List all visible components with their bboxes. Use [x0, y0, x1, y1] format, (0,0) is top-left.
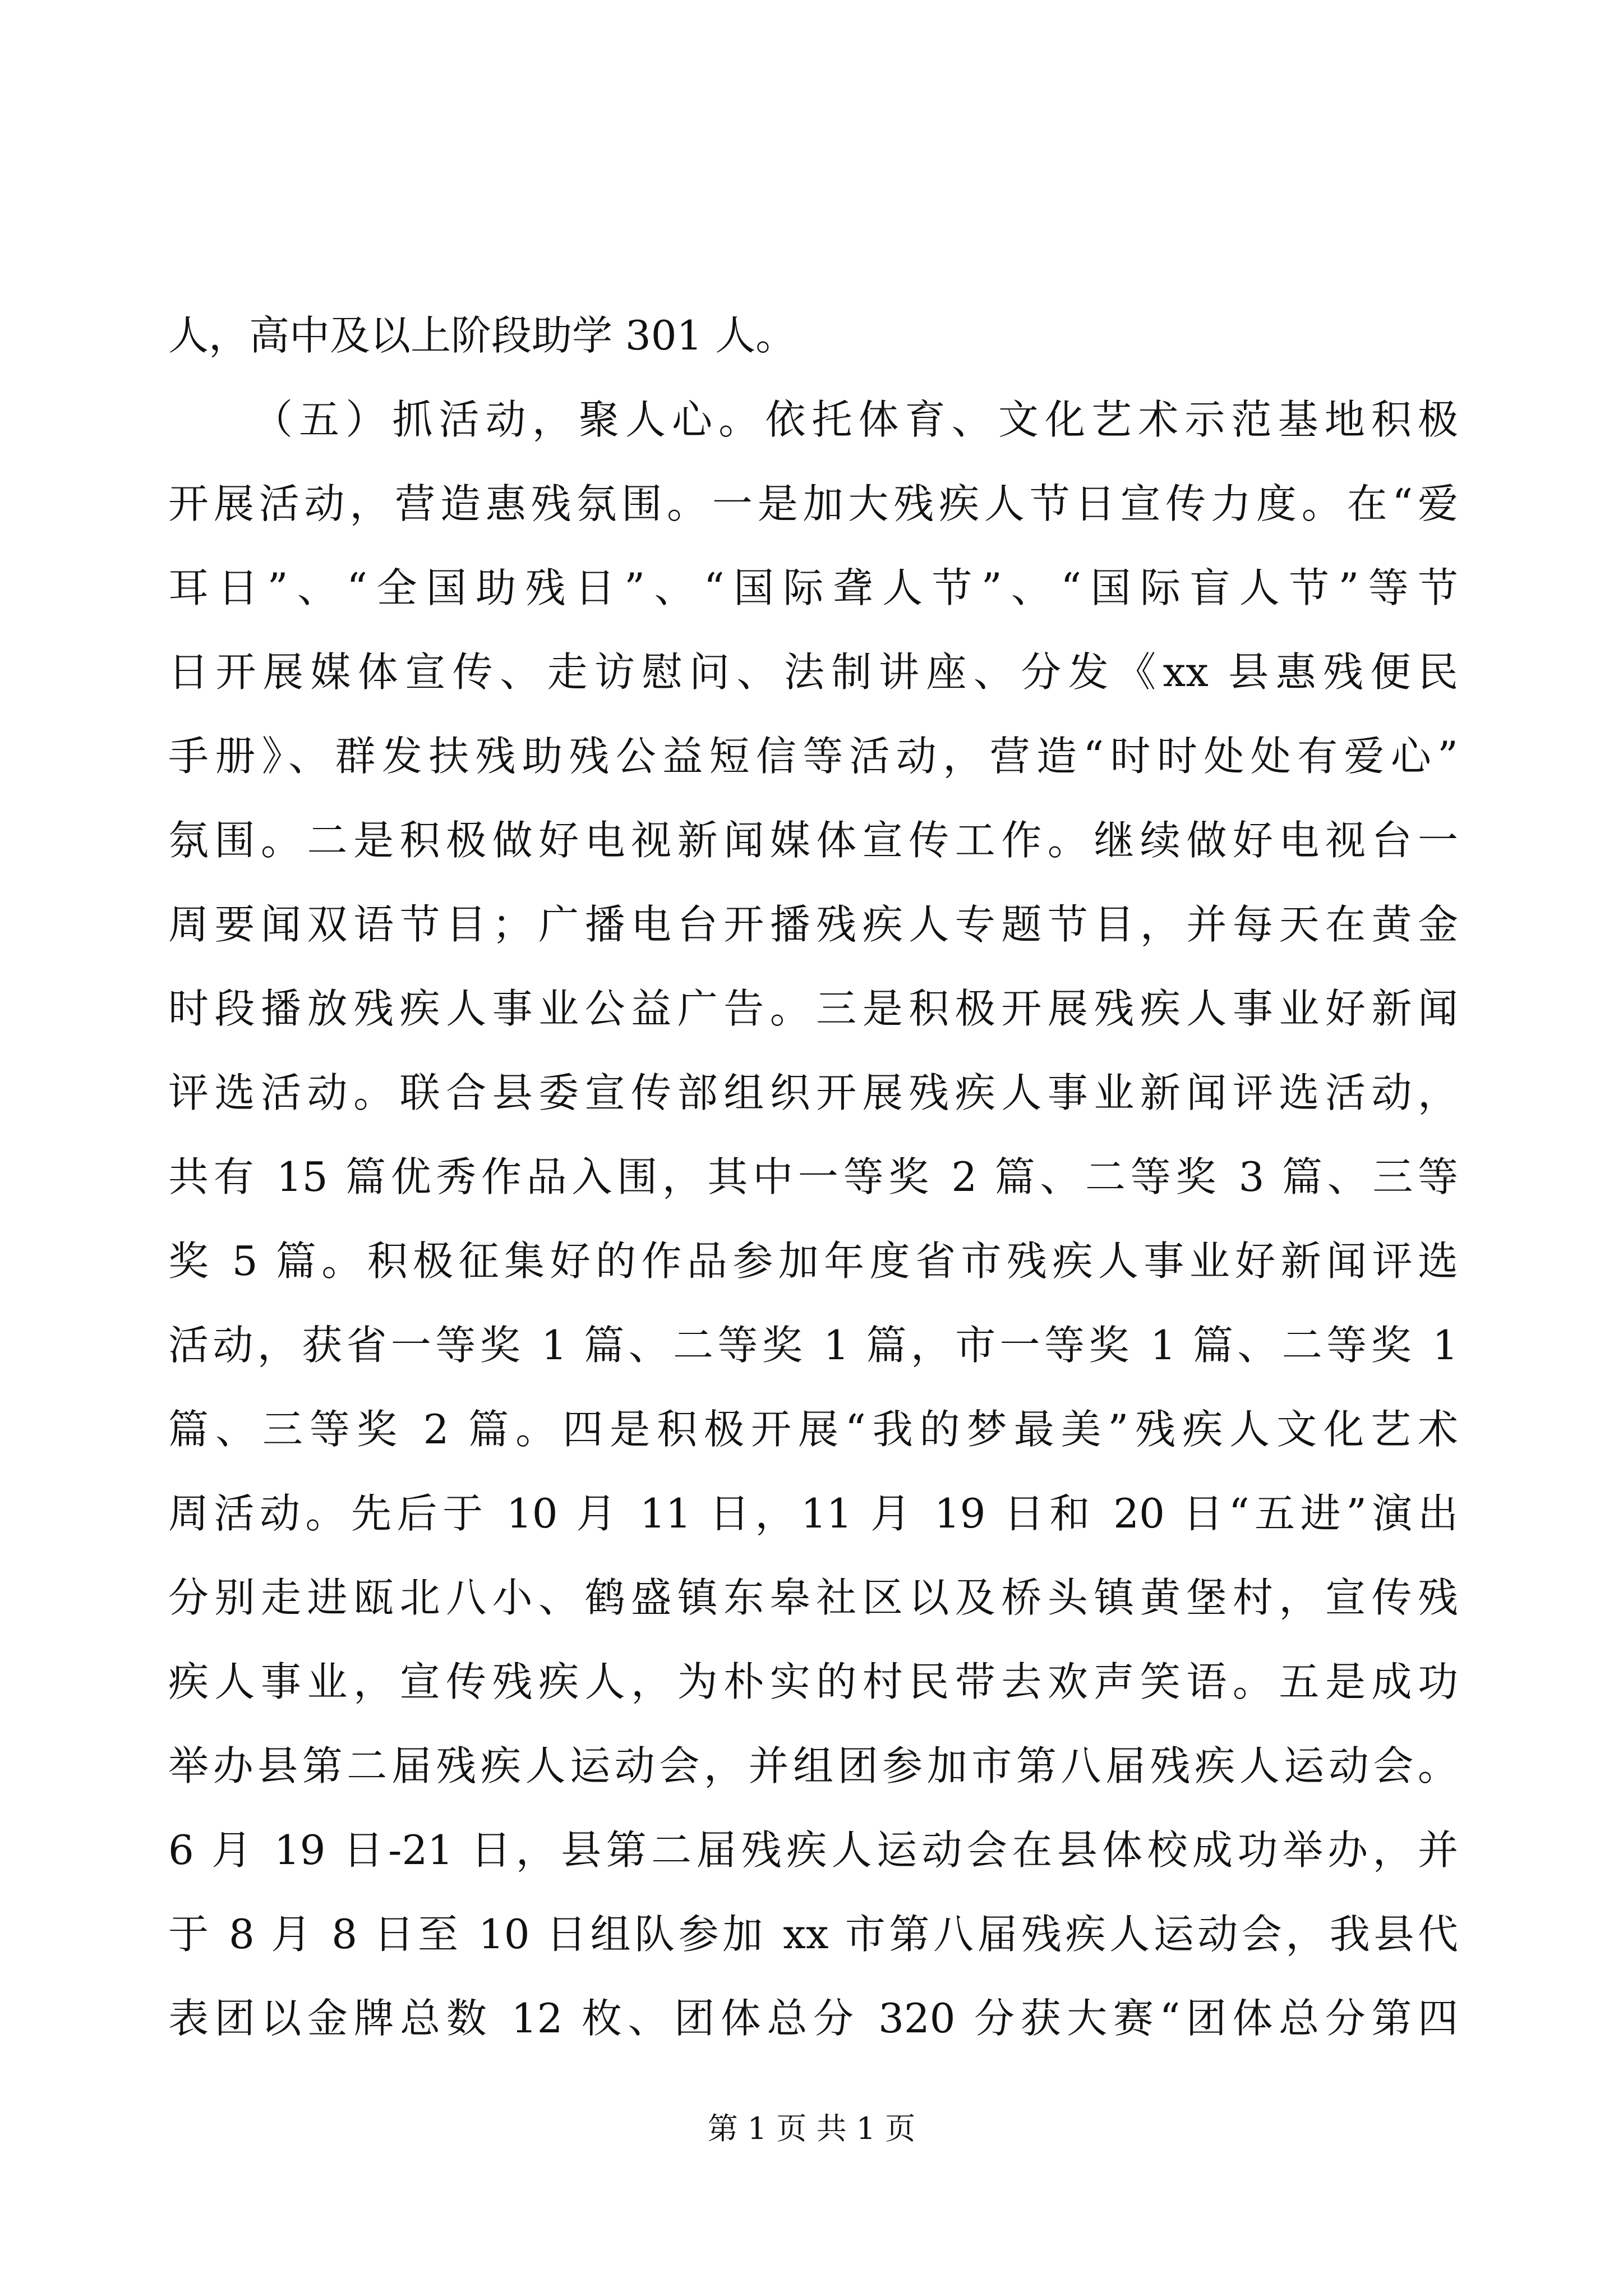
- paragraph-line: 人，高中及以上阶段助学 301 人。: [168, 312, 796, 359]
- paragraph-line: 于 8 月 8 日至 10 日组队参加 xx 市第八届残疾人运动会，我县代: [168, 1911, 1458, 1958]
- paragraph-line: 周要闻双语节目；广播电台开播残疾人专题节目，并每天在黄金: [168, 901, 1458, 948]
- paragraph-line: （五）抓活动，聚人心。依托体育、文化艺术示范基地积极: [252, 396, 1458, 443]
- paragraph-line: 活动，获省一等奖 1 篇、二等奖 1 篇，市一等奖 1 篇、二等奖 1: [168, 1322, 1458, 1369]
- paragraph-line: 奖 5 篇。积极征集好的作品参加年度省市残疾人事业好新闻评选: [168, 1237, 1458, 1285]
- paragraph-line: 共有 15 篇优秀作品入围，其中一等奖 2 篇、二等奖 3 篇、三等: [168, 1153, 1458, 1200]
- paragraph-line: 疾人事业，宣传残疾人，为朴实的村民带去欢声笑语。五是成功: [168, 1658, 1458, 1705]
- paragraph-line: 6 月 19 日-21 日，县第二届残疾人运动会在县体校成功举办，并: [168, 1826, 1458, 1874]
- paragraph-line: 手册》、群发扶残助残公益短信等活动，营造“时时处处有爱心”: [168, 733, 1458, 780]
- paragraph-line: 氛围。二是积极做好电视新闻媒体宣传工作。继续做好电视台一: [168, 817, 1458, 864]
- paragraph-line: 分别走进瓯北八小、鹤盛镇东皋社区以及桥头镇黄堡村，宣传残: [168, 1574, 1458, 1621]
- paragraph-line: 篇、三等奖 2 篇。四是积极开展“我的梦最美”残疾人文化艺术: [168, 1406, 1458, 1453]
- paragraph-line: 举办县第二届残疾人运动会，并组团参加市第八届残疾人运动会。: [168, 1742, 1458, 1789]
- paragraph-line: 表团以金牌总数 12 枚、团体总分 320 分获大赛“团体总分第四: [168, 1995, 1458, 2042]
- paragraph-line: 评选活动。联合县委宣传部组织开展残疾人事业新闻评选活动，: [168, 1069, 1458, 1116]
- paragraph-line: 周活动。先后于 10 月 11 日，11 月 19 日和 20 日“五进”演出: [168, 1490, 1458, 1537]
- paragraph-line: 耳日”、“全国助残日”、“国际聋人节”、“国际盲人节”等节: [168, 564, 1458, 611]
- page-footer: 第 1 页 共 1 页: [707, 2111, 916, 2146]
- paragraph-line: 开展活动，营造惠残氛围。一是加大残疾人节日宣传力度。在“爱: [168, 480, 1458, 527]
- paragraph-line: 时段播放残疾人事业公益广告。三是积极开展残疾人事业好新闻: [168, 985, 1458, 1032]
- paragraph-line: 日开展媒体宣传、走访慰问、法制讲座、分发《xx 县惠残便民: [168, 648, 1458, 696]
